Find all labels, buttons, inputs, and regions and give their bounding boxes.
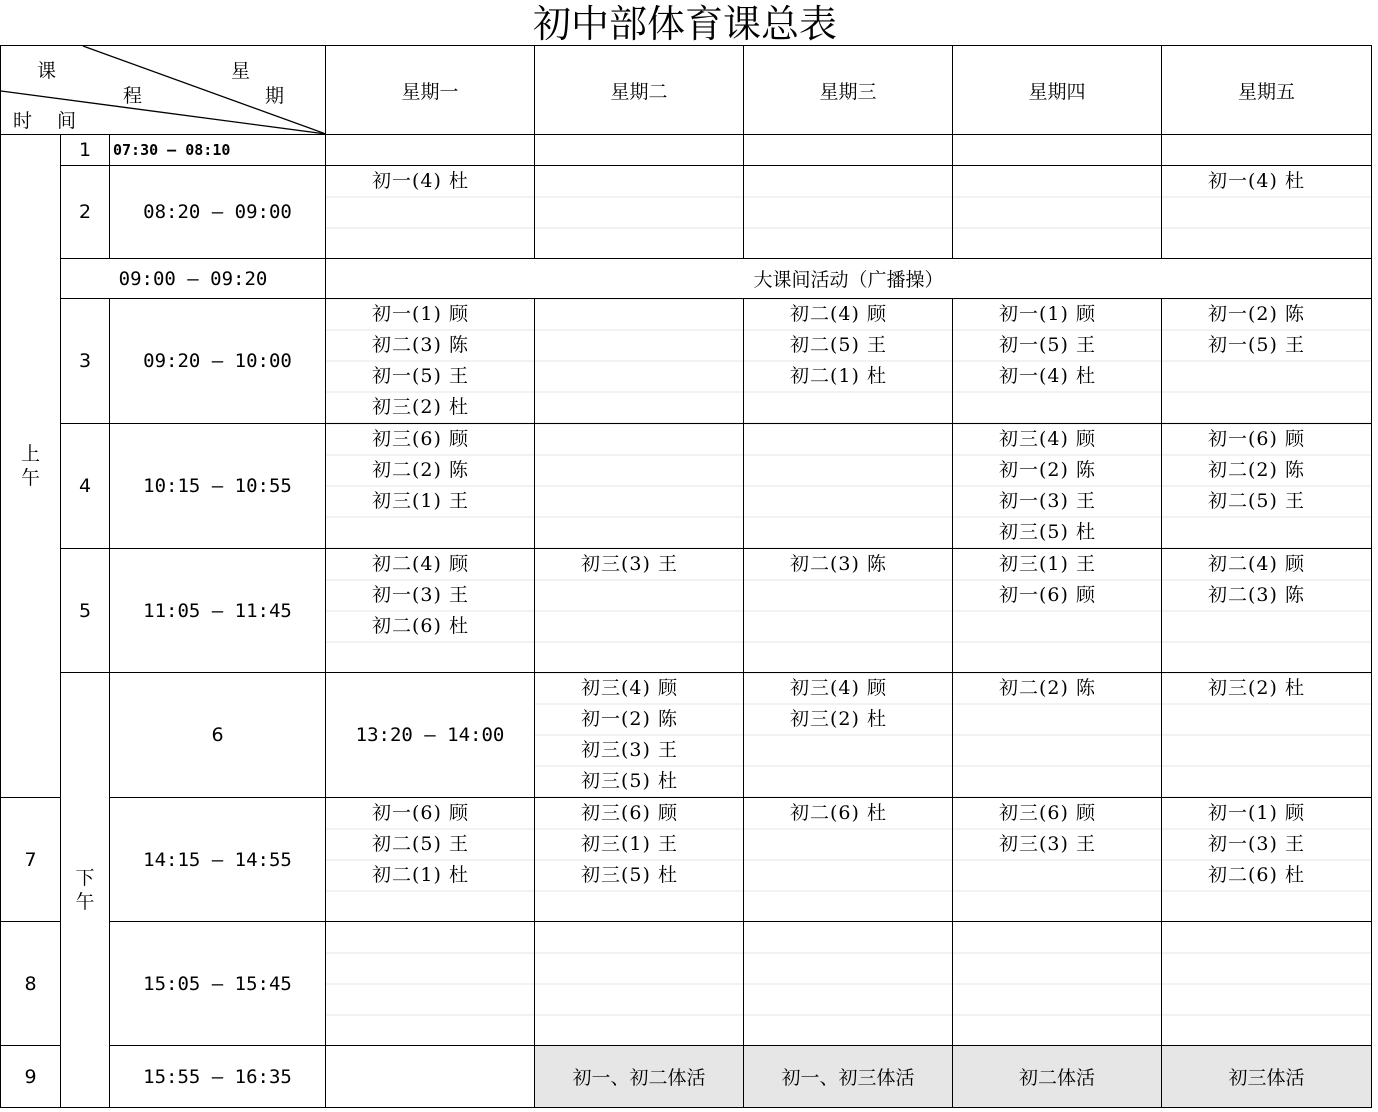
class-entry: 初三(6) 顾 — [999, 802, 1096, 824]
class-entry: 初二(3) 陈 — [372, 334, 469, 356]
class-entry: 初一(6) 顾 — [1208, 428, 1305, 450]
schedule-cell-wed — [744, 135, 953, 166]
period-time: 15:55 — 16:35 — [110, 1046, 326, 1108]
schedule-cell-thu — [953, 424, 1162, 549]
class-entry: 初一(1) 顾 — [1208, 802, 1305, 824]
day-header-mon: 星期一 — [326, 46, 535, 135]
schedule-cell-tue — [535, 166, 744, 259]
schedule-cell-wed — [744, 166, 953, 259]
day-header-tue: 星期二 — [535, 46, 744, 135]
class-entry: 初一(5) 王 — [1208, 334, 1305, 356]
class-entry: 初二(6) 杜 — [1208, 864, 1305, 886]
class-entry: 初二(3) 陈 — [1208, 584, 1305, 606]
class-entry: 初二(1) 杜 — [372, 864, 469, 886]
period-number: 9 — [1, 1046, 61, 1108]
schedule-cell-mon — [326, 166, 535, 259]
schedule-cell-tue — [535, 135, 744, 166]
class-entry: 初一(4) 杜 — [999, 365, 1096, 387]
break-activity: 大课间活动（广播操） — [326, 259, 1372, 299]
class-entry: 初一(1) 顾 — [372, 303, 469, 325]
class-entry: 初三(1) 王 — [581, 833, 678, 855]
class-entry: 初二(2) 陈 — [999, 677, 1096, 699]
schedule-cell-mon — [326, 549, 535, 673]
class-entry: 初二(5) 王 — [372, 833, 469, 855]
period-row — [1, 673, 1372, 798]
schedule-cell-fri — [1162, 299, 1372, 424]
period-time: 14:15 — 14:55 — [110, 798, 326, 922]
schedule-cell-thu — [953, 166, 1162, 259]
class-entry: 初一(6) 顾 — [372, 802, 469, 824]
class-entry: 初二(5) 王 — [790, 334, 887, 356]
day-header-fri: 星期五 — [1162, 46, 1372, 135]
activity-cell-fri: 初三体活 — [1162, 1046, 1372, 1108]
schedule-cell-mon — [535, 673, 744, 798]
diag-label-jian: 间 — [57, 110, 77, 132]
period-number: 5 — [61, 549, 110, 673]
schedule-table — [0, 45, 1372, 1108]
schedule-cell-fri — [1162, 798, 1372, 922]
period-row — [1, 549, 1372, 673]
class-entry: 初一(3) 王 — [372, 584, 469, 606]
schedule-cell-thu — [953, 798, 1162, 922]
diagonal-header-cell — [1, 46, 326, 135]
break-row — [1, 259, 1372, 299]
period-number: 7 — [1, 798, 61, 922]
activity-cell-wed: 初一、初三体活 — [744, 1046, 953, 1108]
schedule-cell-thu — [953, 299, 1162, 424]
schedule-cell-wed — [744, 549, 953, 673]
schedule-cell-tue — [535, 424, 744, 549]
schedule-cell-mon — [326, 798, 535, 922]
header-row — [1, 46, 1372, 135]
schedule-cell-wed — [744, 798, 953, 922]
diag-label-xing: 星 — [231, 60, 251, 82]
schedule-cell-tue — [535, 798, 744, 922]
period-number: 1 — [61, 135, 110, 166]
period-number: 2 — [61, 166, 110, 259]
class-entry: 初二(6) 杜 — [790, 802, 887, 824]
class-entry: 初二(4) 顾 — [790, 303, 887, 325]
schedule-cell-thu — [953, 922, 1162, 1046]
period-number: 4 — [61, 424, 110, 549]
schedule-cell-tue — [535, 299, 744, 424]
schedule-cell-mon — [326, 424, 535, 549]
schedule-cell-wed — [744, 424, 953, 549]
period-time: 13:20 — 14:00 — [326, 673, 535, 798]
day-header-wed: 星期三 — [744, 46, 953, 135]
diag-label-ke: 课 — [37, 60, 57, 82]
class-entry: 初三(5) 杜 — [999, 521, 1096, 543]
class-entry: 初一(4) 杜 — [1208, 170, 1305, 192]
period-time: 15:05 — 15:45 — [110, 922, 326, 1046]
schedule-cell-wed — [744, 299, 953, 424]
class-entry: 初一(4) 杜 — [372, 170, 469, 192]
activity-cell-thu: 初二体活 — [953, 1046, 1162, 1108]
schedule-cell-tue — [744, 673, 953, 798]
period-number: 6 — [110, 673, 326, 798]
class-entry: 初三(4) 顾 — [999, 428, 1096, 450]
activity-cell-tue: 初一、初二体活 — [535, 1046, 744, 1108]
class-entry: 初二(6) 杜 — [372, 615, 469, 637]
class-entry: 初三(4) 顾 — [581, 677, 678, 699]
class-entry: 初二(4) 顾 — [372, 553, 469, 575]
diag-label-cheng: 程 — [123, 85, 143, 107]
schedule-cell-thu — [1162, 673, 1372, 798]
class-entry: 初二(5) 王 — [1208, 490, 1305, 512]
schedule-cell-mon — [326, 135, 535, 166]
class-entry: 初三(6) 顾 — [372, 428, 469, 450]
period-row — [1, 299, 1372, 424]
period-time: 09:20 — 10:00 — [110, 299, 326, 424]
class-entry: 初二(1) 杜 — [790, 365, 887, 387]
period-row — [1, 798, 1372, 922]
afternoon-label: 下 午 — [61, 673, 110, 1108]
schedule-cell-mon — [326, 299, 535, 424]
class-entry: 初一(2) 陈 — [999, 459, 1096, 481]
class-entry: 初三(1) 王 — [372, 490, 469, 512]
period-time: 08:20 — 09:00 — [110, 166, 326, 259]
period-time: 10:15 — 10:55 — [110, 424, 326, 549]
morning-label: 上 午 — [1, 135, 61, 798]
diag-label-shi: 时 — [13, 110, 33, 132]
class-entry: 初二(3) 陈 — [790, 553, 887, 575]
class-entry: 初三(3) 王 — [581, 739, 678, 761]
class-entry: 初三(6) 顾 — [581, 802, 678, 824]
schedule-cell-fri — [1162, 549, 1372, 673]
period-row — [1, 922, 1372, 1046]
schedule-cell-tue — [535, 922, 744, 1046]
period-number: 3 — [61, 299, 110, 424]
class-entry: 初三(2) 杜 — [372, 396, 469, 418]
period-time: 11:05 — 11:45 — [110, 549, 326, 673]
class-entry: 初一(5) 王 — [372, 365, 469, 387]
class-entry: 初一(2) 陈 — [581, 708, 678, 730]
class-entry: 初一(3) 王 — [999, 490, 1096, 512]
break-time: 09:00 — 09:20 — [61, 259, 326, 299]
class-entry: 初一(3) 王 — [1208, 833, 1305, 855]
schedule-cell-fri — [1162, 922, 1372, 1046]
page-title: 初中部体育课总表 — [532, 2, 837, 46]
schedule-cell-fri — [1162, 166, 1372, 259]
class-entry: 初一(1) 顾 — [999, 303, 1096, 325]
schedule-cell-wed — [953, 673, 1162, 798]
schedule-cell-wed — [744, 922, 953, 1046]
class-entry: 初三(2) 杜 — [790, 708, 887, 730]
period-row — [1, 424, 1372, 549]
schedule-cell-mon — [326, 922, 535, 1046]
class-entry: 初一(6) 顾 — [999, 584, 1096, 606]
day-header-thu: 星期四 — [953, 46, 1162, 135]
schedule-cell-thu — [953, 549, 1162, 673]
period-number: 8 — [1, 922, 61, 1046]
class-entry: 初二(4) 顾 — [1208, 553, 1305, 575]
schedule-cell-fri — [1162, 424, 1372, 549]
schedule-cell-fri — [1162, 135, 1372, 166]
class-entry: 初二(2) 陈 — [1208, 459, 1305, 481]
class-entry: 初一(2) 陈 — [1208, 303, 1305, 325]
class-entry: 初三(3) 王 — [999, 833, 1096, 855]
class-entry: 初三(4) 顾 — [790, 677, 887, 699]
schedule-cell-tue — [535, 549, 744, 673]
diag-label-qi: 期 — [265, 85, 285, 107]
activity-cell-mon — [326, 1046, 535, 1108]
period-row — [1, 166, 1372, 259]
class-entry: 初三(3) 王 — [581, 553, 678, 575]
class-entry: 初一(5) 王 — [999, 334, 1096, 356]
class-entry: 初三(5) 杜 — [581, 770, 678, 792]
class-entry: 初三(5) 杜 — [581, 864, 678, 886]
period-time: 07:30 — 08:10 — [110, 135, 326, 166]
schedule-cell-thu — [953, 135, 1162, 166]
class-entry: 初二(2) 陈 — [372, 459, 469, 481]
period-row-last — [1, 1046, 1372, 1108]
class-entry: 初三(2) 杜 — [1208, 677, 1305, 699]
class-entry: 初三(1) 王 — [999, 553, 1096, 575]
period-row — [1, 135, 1372, 166]
